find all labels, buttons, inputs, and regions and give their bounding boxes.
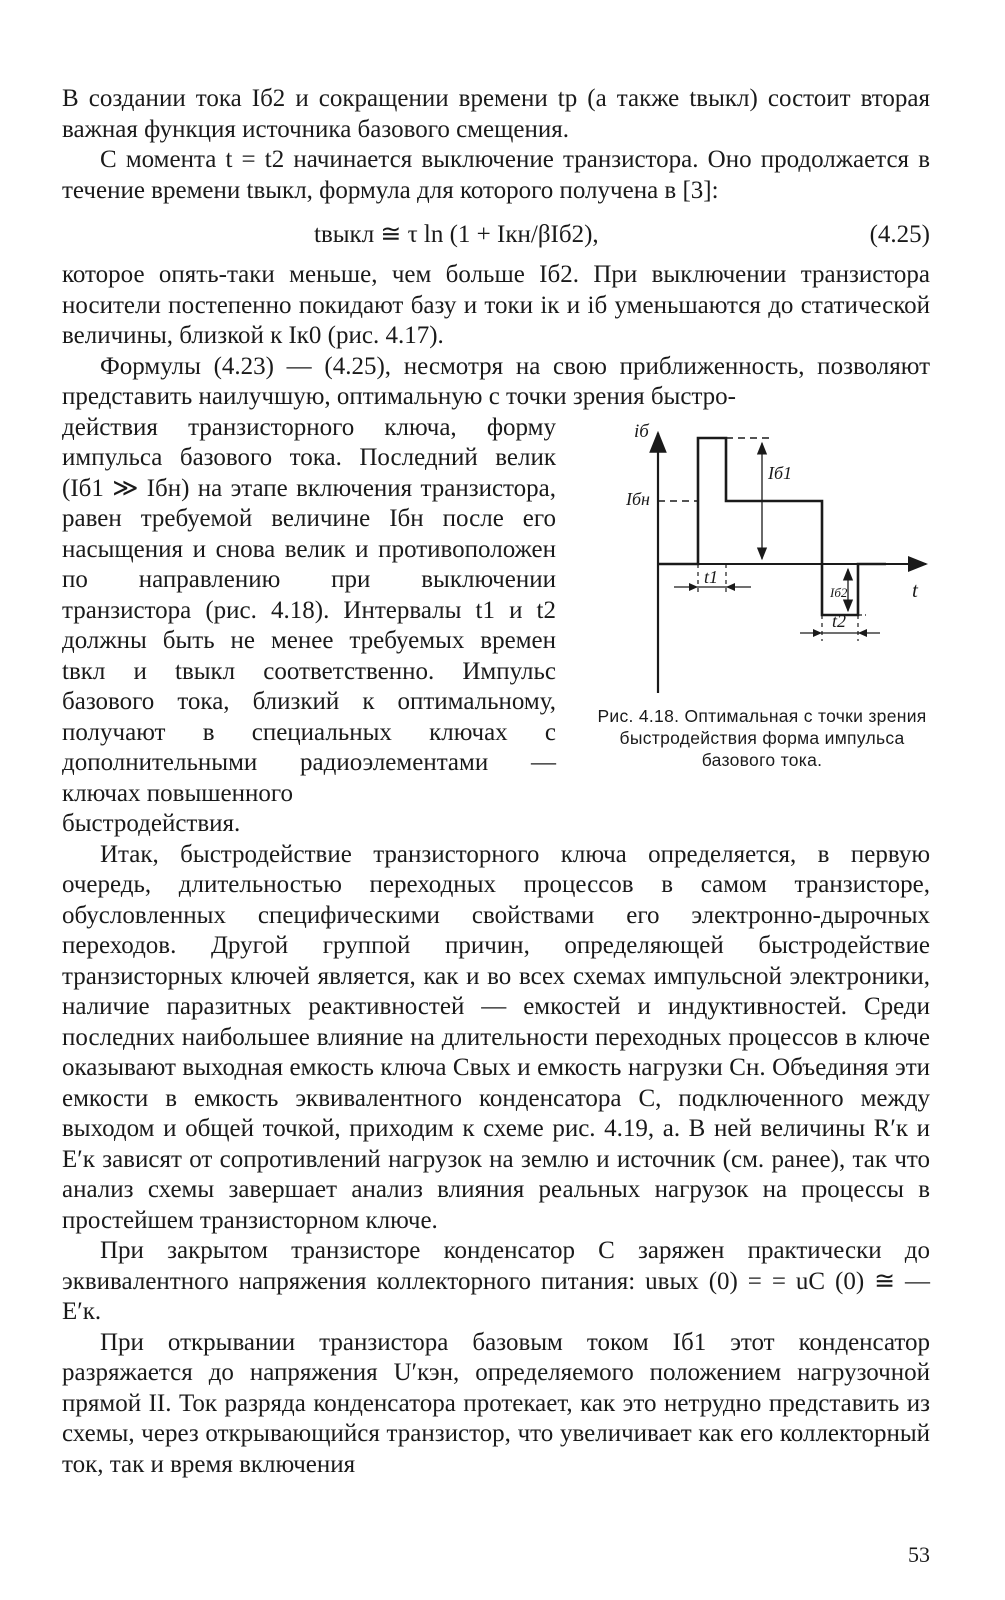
paragraph-1: В создании тока Iб2 и сокращении времени tр (а также tвыкл) состоит вторая важная функция источника базового смещения.: [62, 85, 930, 143]
label-x-axis: t: [912, 577, 918, 602]
formula-4-25: [62, 214, 930, 260]
label-y-axis: iб: [634, 420, 649, 442]
paragraph-7: При открывании транзистора базовым током Iб1 этот конденсатор разряжается до напряжения U′кэн, определяемого положением нагрузочной прямой II. Ток разряда конденсатора протекает, как это нетрудно представить из схемы, через открывающийся транзистор, что увеличивает как его коллекторный ток, так и время включения: [62, 1328, 930, 1478]
figure-caption: Рис. 4.18. Оптимальная с точки зрения быстродействия форма импульса базового тока.: [597, 705, 927, 770]
paragraph-3: которое опять-таки меньше, чем больше Iб2. При выключении транзистора носители постепенно покидают базу и токи iк и iб уменьшаются до статической величины, близкой к Iк0 (рис. 4.17).: [62, 261, 930, 349]
base-current-pulse-diagram: [586, 413, 930, 703]
label-ibn: Iбн: [626, 488, 650, 509]
paragraph-4-wrapped: действия транзисторного ключа, форму импульса базового тока. Последний велик (Iб1 ≫ Iбн) на этапе включения транзистора, равен требуемой величине Iбн после его насыщения и снова велик и противоположен по направлению при выключении транзистора (рис. 4.18). Интервалы t1 и t2 должны быть не менее требуемых времен tвкл и tвыкл соответственно. Импульс базового тока, близкий к оптимальному, получают в специальных ключах с дополнительными радиоэлементами — ключах повышенного: [62, 413, 556, 807]
paragraph-6: При закрытом транзисторе конденсатор C заряжен практически до эквивалентного напряжения коллекторного питания: uвых (0) = = uC (0) ≅ — E′к.: [62, 1237, 930, 1325]
paragraph-4-top: Формулы (4.23) — (4.25), несмотря на свою приближенность, позволяют представить наилучшую, оптимальную с точки зрения быстро-: [62, 352, 930, 410]
page-number: 53: [908, 1542, 930, 1567]
label-t2: t2: [832, 610, 847, 631]
label-ib1: Iб1: [768, 462, 793, 483]
formula-expression: tвыкл ≅ τ ln (1 + Iкн/βIб2),: [314, 221, 599, 248]
paragraph-4-end: быстродействия.: [62, 810, 241, 837]
label-t1: t1: [704, 566, 719, 587]
figure-4-18: [586, 413, 930, 833]
figure-wrap-block: [62, 413, 930, 810]
paragraph-5: Итак, быстродействие транзисторного ключа определяется, в первую очередь, длительностью переходных процессов в самом транзисторе, обусловленных специфическими свойствами его электронно-дырочных переходов. Другой группой причин, определяющей быстродействие транзисторных ключей является, как и во всех схемах импульсной электроники, наличие паразитных реактивностей — емкостей и индуктивностей. Среди последних наибольшее влияние на длительности переходных процессов в ключе оказывают выходная емкость ключа Cвых и емкость нагрузки Cн. Объединяя эти емкости в емкость эквивалентного конденсатора C, подключенного между выходом и общей точкой, приходим к схеме рис. 4.19, а. В ней величины R′к и E′к зависят от сопротивлений нагрузок на землю и источник (см. ранее), так что анализ схемы завершает анализ влияния реальных нагрузок на процессы в простейшем транзисторном ключе.: [62, 840, 930, 1234]
page-body: [62, 84, 930, 1480]
label-ib2: Iб2: [830, 584, 848, 600]
paragraph-2: С момента t = t2 начинается выключение транзистора. Оно продолжается в течение времени tвыкл, формула для которого получена в [3]:: [62, 146, 930, 204]
formula-number: (4.25): [869, 221, 930, 248]
